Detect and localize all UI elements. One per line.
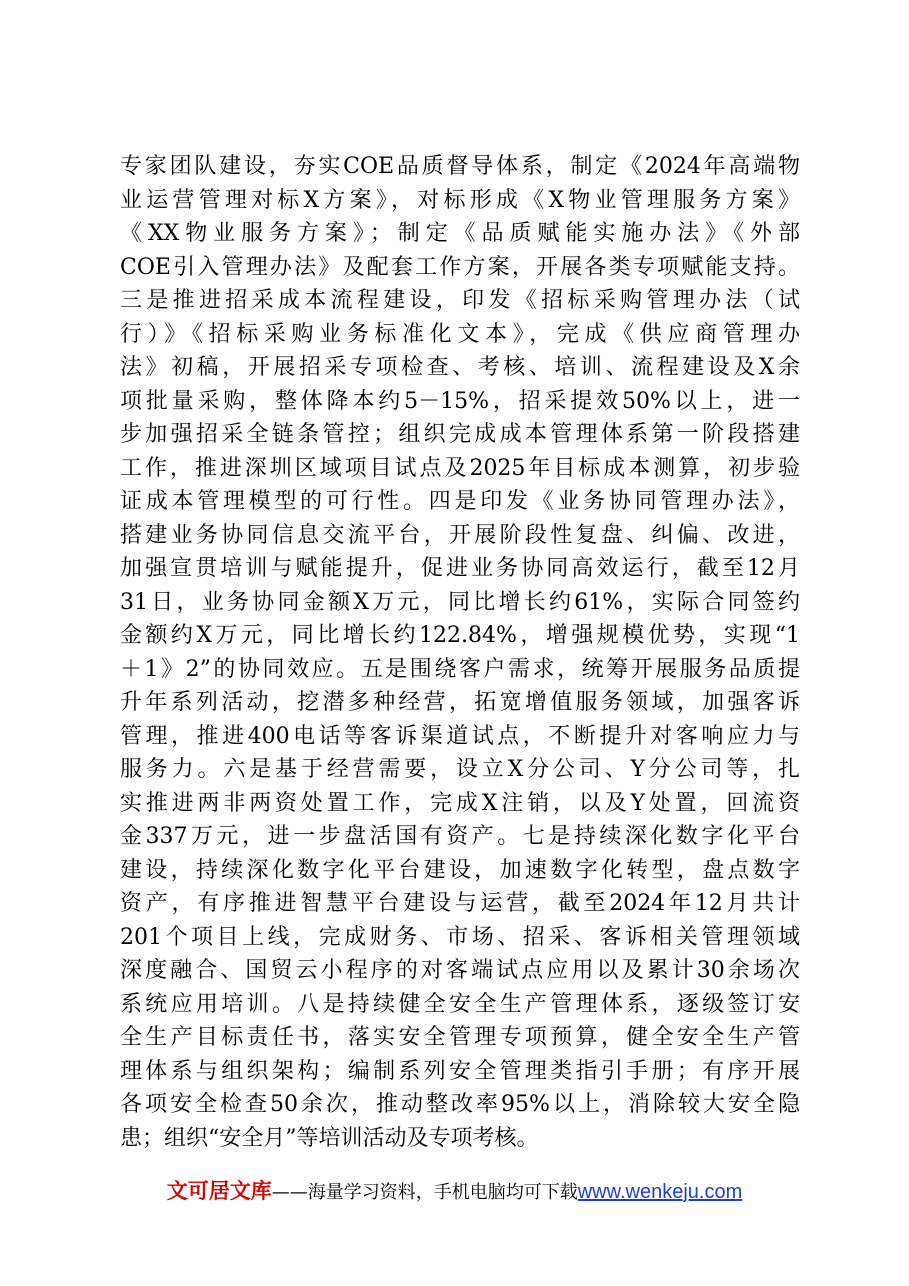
text-line: 行）》《招标采购业务标准化文本》，完成《供应商管理办 [120,321,800,347]
text-line: 专家团队建设，夯实COE品质督导体系，制定《2024年高端物 [120,154,800,179]
text-line: 资产，有序推进智慧平台建设与运营，截至2024年12月共计 [120,891,800,916]
text-line: 搭建业务协同信息交流平台，开展阶段性复盘、纠偏、改进， [120,522,800,548]
footer-site-link[interactable]: www.wenkeju.com [577,1181,743,1203]
text-line: 三是推进招采成本流程建设，印发《招标采购管理办法（试 [120,288,800,313]
footer-brand: 文可居文库 [166,1179,272,1203]
footer-banner [0,1178,909,1206]
text-line: 201个项目上线，完成财务、市场、招采、客诉相关管理领域 [120,924,800,950]
text-line: COE引入管理办法》及配套工作方案，开展各类专项赋能支持。 [120,254,800,280]
text-line: 实推进两非两资处置工作，完成X注销，以及Y处置，回流资 [120,790,800,816]
text-line: 项批量采购，整体降本约5－15%，招采提效50%以上，进一 [120,388,800,414]
text-line: 法》初稿，开展招采专项检查、考核、培训、流程建设及X余 [120,355,800,380]
text-line: 管理，推进400电话等客诉渠道试点，不断提升对客响应力与 [120,723,800,749]
text-line: 步加强招采全链条管控；组织完成成本管理体系第一阶段搭建 [120,422,800,447]
text-line: 系统应用培训。八是持续健全安全生产管理体系，逐级签订安 [120,991,800,1017]
text-line: ＋1》2”的协同效应。五是围绕客户需求，统筹开展服务品质提 [120,656,800,682]
text-line: 金337万元，进一步盘活国有资产。七是持续深化数字化平台 [120,824,800,849]
text-line: 工作，推进深圳区域项目试点及2025年目标成本测算，初步验 [120,455,800,481]
text-line: 建设，持续深化数字化平台建设，加速数字化转型，盘点数字 [120,857,800,883]
footer-tagline: ——海量学习资料，手机电脑均可下载 [271,1182,578,1203]
text-line: 全生产目标责任书，落实安全管理专项预算，健全安全生产管 [120,1025,800,1050]
text-line: 31日，业务协同金额X万元，同比增长约61%，实际合同签约 [120,589,800,615]
text-line: 业运营管理对标X方案》，对标形成《X物业管理服务方案》 [120,187,800,213]
text-line: 金额约X万元，同比增长约122.84%，增强规模优势，实现“1 [120,623,800,648]
body-paragraph [120,150,800,1155]
text-line: 服务力。六是基于经营需要，设立X分公司、Y分公司等，扎 [120,757,800,782]
text-line: 加强宣贯培训与赋能提升，促进业务协同高效运行，截至12月 [120,556,800,581]
text-line: 《XX物业服务方案》；制定《品质赋能实施办法》《外部 [120,221,800,246]
text-line: 理体系与组织架构；编制系列安全管理类指引手册；有序开展 [120,1058,800,1084]
text-line: 升年系列活动，挖潜多种经营，拓宽增值服务领域，加强客诉 [120,690,800,715]
text-line: 各项安全检查50余次，推动整改率95%以上，消除较大安全隐 [120,1092,800,1117]
text-line: 证成本管理模型的可行性。四是印发《业务协同管理办法》， [120,489,800,514]
text-line: 深度融合、国贸云小程序的对客端试点应用以及累计30余场次 [120,958,800,983]
text-line: 患；组织“安全月”等培训活动及专项考核。 [120,1125,539,1151]
